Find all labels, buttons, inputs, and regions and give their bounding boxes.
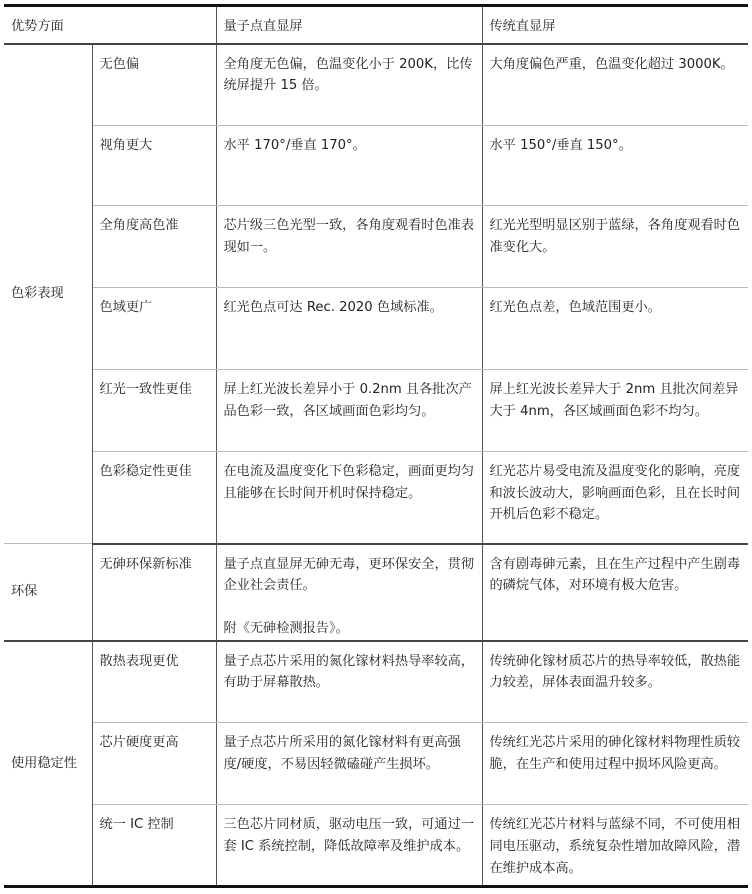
category-cell: 使用稳定性: [4, 641, 92, 887]
trad-cell: 含有剧毒砷元素，且在生产过程中产生剧毒的磷烷气体，对环境有极大危害。: [482, 544, 748, 641]
aspect-cell: 散热表现更优: [92, 641, 216, 723]
aspect-cell: 芯片硬度更高: [92, 723, 216, 805]
table-row: [4, 126, 748, 206]
aspect-cell: 全角度高色准: [92, 206, 216, 288]
qd-cell: 在电流及温度变化下色彩稳定，画面更均匀且能够在长时间开机时保持稳定。: [216, 452, 482, 544]
qd-cell: 量子点芯片所采用的氮化镓材料有更高强度/硬度，不易因轻微磕碰产生损坏。: [216, 723, 482, 805]
aspect-cell: 视角更大: [92, 126, 216, 206]
table-row: [4, 723, 748, 805]
qd-cell: 屏上红光波长差异小于 0.2nm 且各批次产品色彩一致，各区域画面色彩均匀。: [216, 370, 482, 452]
trad-cell: 水平 150°/垂直 150°。: [482, 126, 748, 206]
aspect-cell: 无色偏: [92, 44, 216, 126]
trad-cell: 传统红光芯片采用的砷化镓材料物理性质较脆，在生产和使用过程中损坏风险更高。: [482, 723, 748, 805]
table-header-row: [4, 6, 748, 44]
aspect-cell: 色彩稳定性更佳: [92, 452, 216, 544]
qd-cell: 量子点芯片采用的氮化镓材料热导率较高，有助于屏幕散热。: [216, 641, 482, 723]
qd-cell: 全角度无色偏，色温变化小于 200K，比传统屏提升 15 倍。: [216, 44, 482, 126]
trad-cell: 屏上红光波长差异大于 2nm 且批次间差异大于 4nm，各区域画面色彩不均匀。: [482, 370, 748, 452]
table-row: [4, 288, 748, 370]
table-row: [4, 805, 748, 887]
qd-note: 附《无砷检测报告》。: [223, 621, 349, 637]
qd-text: 量子点直显屏无砷无毒，更环保安全，贯彻企业社会责任。: [223, 556, 475, 594]
qd-cell: 三色芯片同材质，驱动电压一致，可通过一套 IC 系统控制，降低故障率及维护成本。: [216, 805, 482, 887]
aspect-cell: 统一 IC 控制: [92, 805, 216, 887]
header-advantage: 优势方面: [4, 6, 216, 44]
table-row: [4, 641, 748, 723]
qd-cell: 红光色点可达 Rec. 2020 色域标准。: [216, 288, 482, 370]
trad-cell: 传统红光芯片材料与蓝绿不同，不可使用相同电压驱动，系统复杂性增加故障风险，潜在维护成本高。: [482, 805, 748, 887]
aspect-cell: 红光一致性更佳: [92, 370, 216, 452]
category-cell: 环保: [4, 544, 92, 641]
table-row: [4, 44, 748, 126]
trad-cell: 红光色点差，色域范围更小。: [482, 288, 748, 370]
aspect-cell: 色域更广: [92, 288, 216, 370]
qd-cell: 芯片级三色光型一致，各角度观看时色准表现如一。: [216, 206, 482, 288]
trad-cell: 红光芯片易受电流及温度变化的影响，亮度和波长波动大，影响画面色彩，且在长时间开机后色彩不稳定。: [482, 452, 748, 544]
table-row: [4, 544, 748, 641]
qd-cell: 水平 170°/垂直 170°。: [216, 126, 482, 206]
trad-cell: 传统砷化镓材质芯片的热导率较低，散热能力较差，屏体表面温升较多。: [482, 641, 748, 723]
header-qd: 量子点直显屏: [216, 6, 482, 44]
table-row: [4, 370, 748, 452]
aspect-cell: 无砷环保新标准: [92, 544, 216, 641]
trad-cell: 红光光型明显区别于蓝绿，各角度观看时色准变化大。: [482, 206, 748, 288]
table-row: [4, 452, 748, 544]
category-cell: 色彩表现: [4, 44, 92, 544]
table-row: [4, 206, 748, 288]
qd-cell: [216, 544, 482, 641]
trad-cell: 大角度偏色严重，色温变化超过 3000K。: [482, 44, 748, 126]
comparison-table: [4, 4, 748, 888]
header-trad: 传统直显屏: [482, 6, 748, 44]
